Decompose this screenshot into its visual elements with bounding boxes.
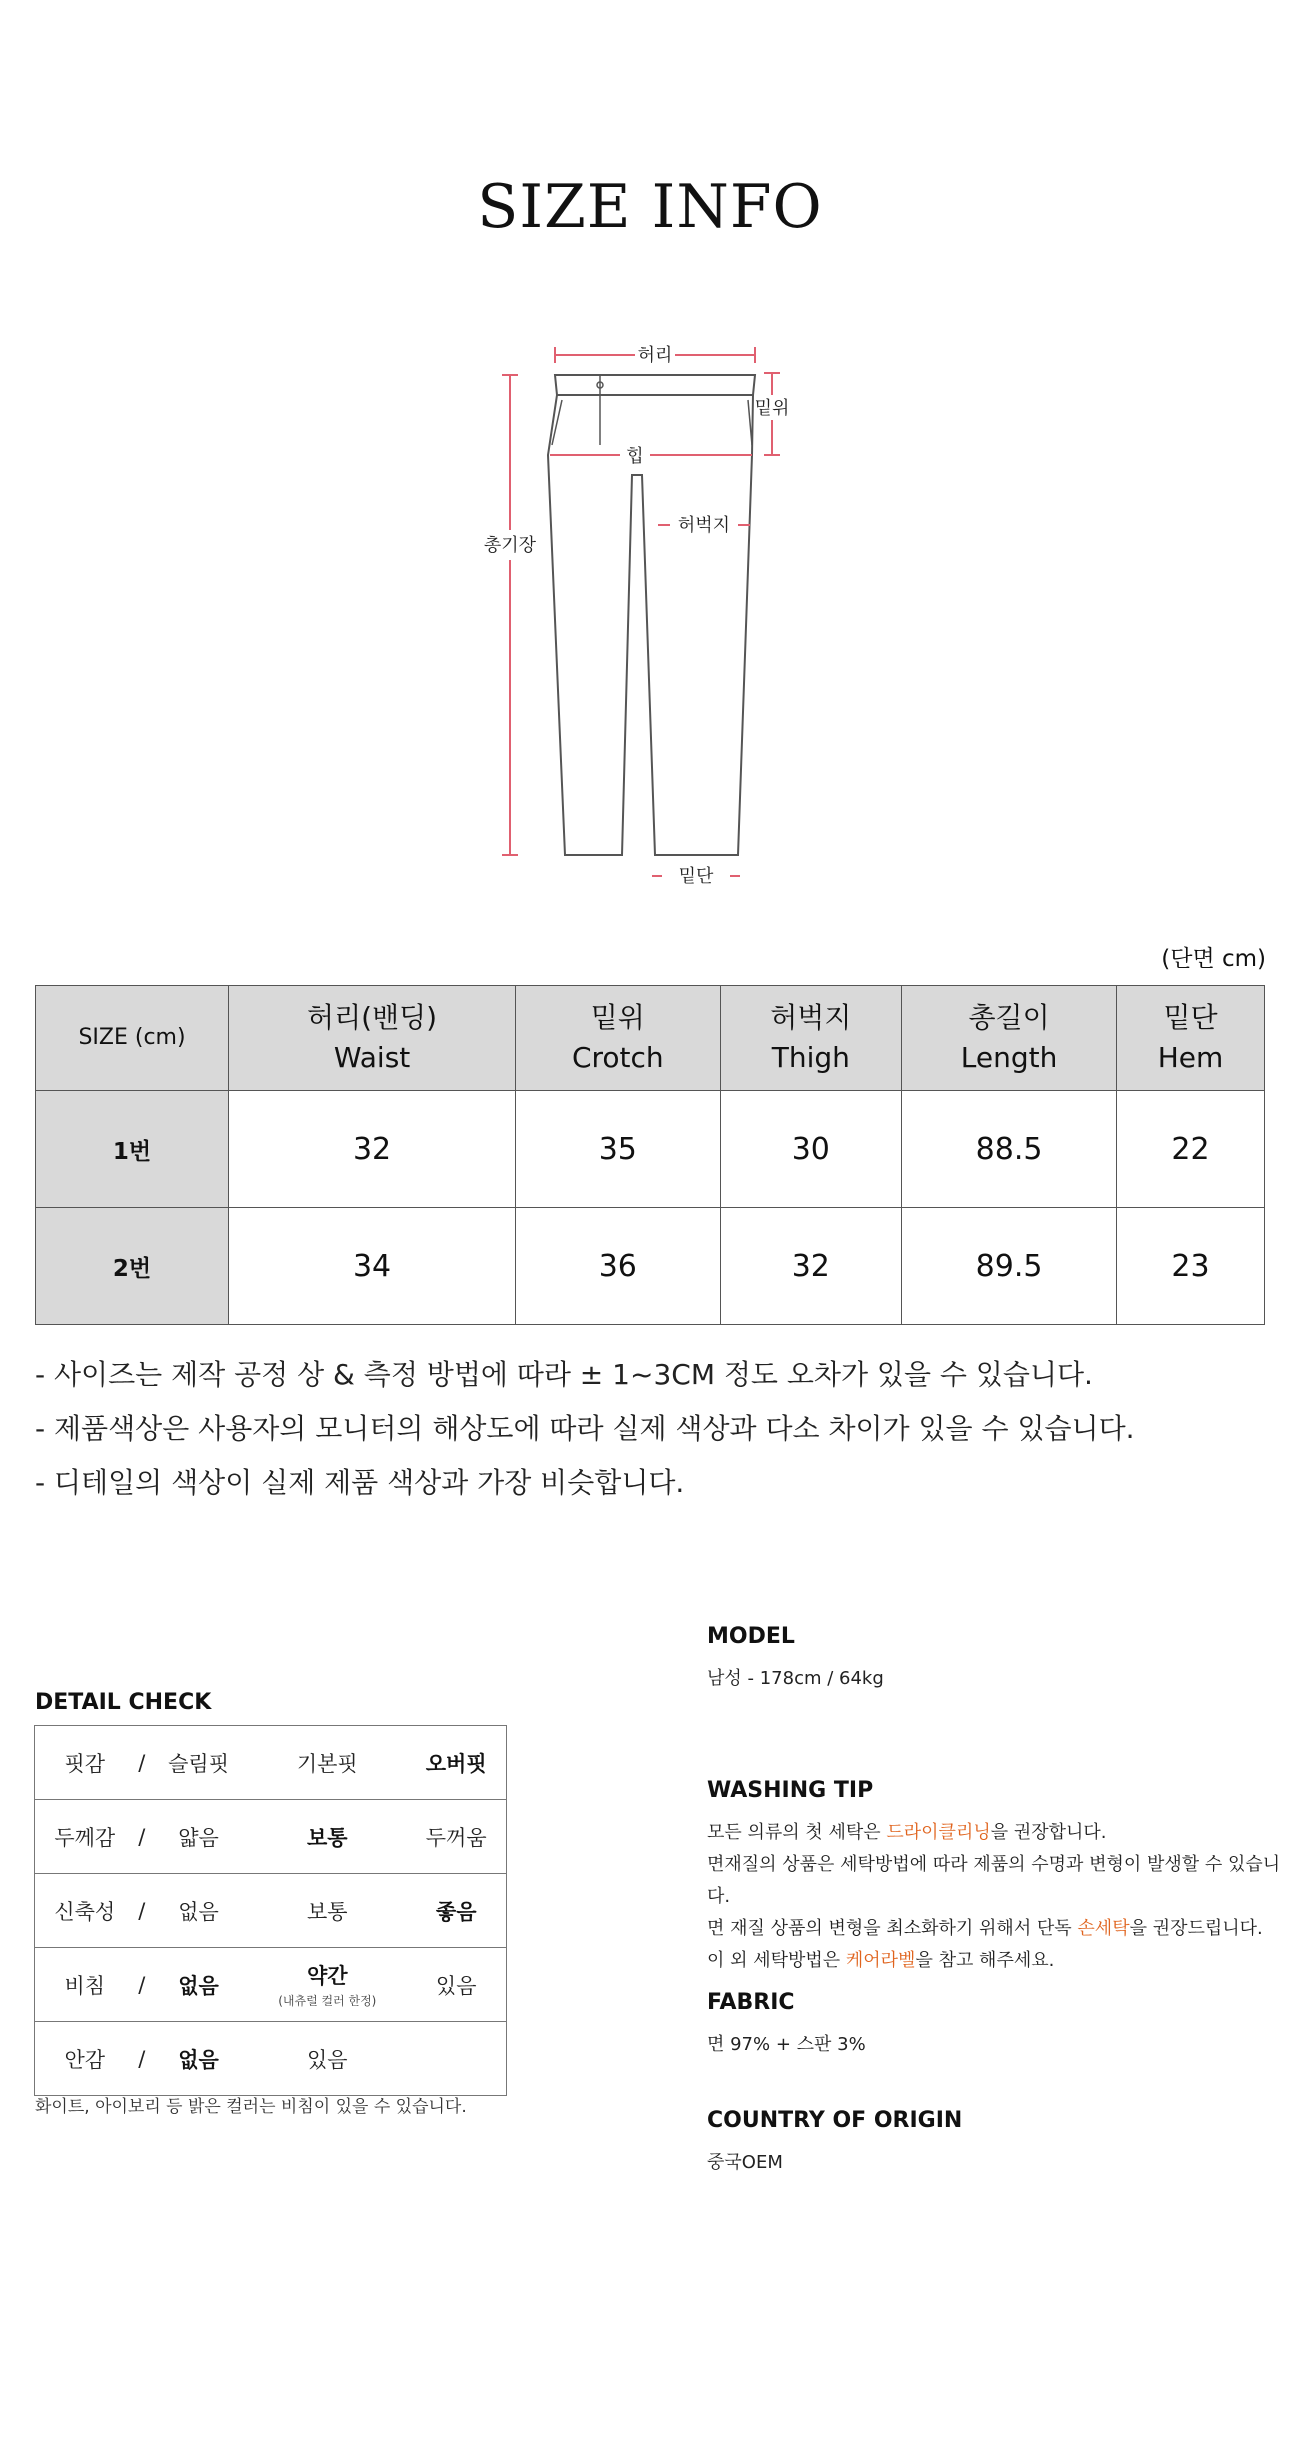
col-waist: 허리(밴딩) Waist <box>229 986 516 1091</box>
washing-highlight: 드라이클리닝 <box>886 1822 991 1843</box>
washing-line: 면재질의 상품은 세탁방법에 따라 제품의 수명과 변형이 발생할 수 있습니다. <box>707 1854 1281 1907</box>
size-table-corner: SIZE (cm) <box>36 986 229 1091</box>
slash: / <box>135 1726 149 1800</box>
unit-note: (단면 cm) <box>1161 946 1266 972</box>
detail-option: 두꺼움 <box>406 1800 506 1874</box>
detail-option-selected: 없음 <box>149 2022 248 2096</box>
cell-value: 35 <box>516 1091 720 1208</box>
cell-value: 23 <box>1117 1208 1265 1325</box>
waist-label: 허리 <box>637 345 673 366</box>
detail-row-thickness <box>35 1800 507 1874</box>
model-text: 남성 - 178cm / 64kg <box>707 1668 884 1689</box>
page-title: SIZE INFO <box>477 172 823 242</box>
washing-line: 면 재질 상품의 변형을 최소화하기 위해서 단독 손세탁을 권장드립니다. <box>707 1918 1263 1939</box>
detail-check-title: DETAIL CHECK <box>35 1690 212 1715</box>
col-hem: 밑단 Hem <box>1117 986 1265 1091</box>
slash: / <box>135 1800 149 1874</box>
size-table <box>35 985 1265 1325</box>
size-table-header <box>36 986 1265 1091</box>
pants-outline <box>548 375 755 855</box>
detail-option: 보통 <box>248 1874 406 1948</box>
pants-measurement-diagram <box>470 335 830 895</box>
detail-option: 기본핏 <box>248 1726 406 1800</box>
detail-label: 안감 <box>35 2022 135 2096</box>
cell-value: 32 <box>229 1091 516 1208</box>
table-row <box>36 1091 1265 1208</box>
note-line: - 제품색상은 사용자의 모니터의 해상도에 따라 실제 색상과 다소 차이가 있을 수 있습니다. <box>35 1412 1135 1445</box>
detail-label: 비침 <box>35 1948 135 2022</box>
note-line: - 디테일의 색상이 실제 제품 색상과 가장 비슷합니다. <box>35 1466 685 1499</box>
washing-title: WASHING TIP <box>707 1778 874 1803</box>
row-size-label: 1번 <box>36 1091 229 1208</box>
detail-row-stretch <box>35 1874 507 1948</box>
crotch-label: 밑위 <box>754 398 790 419</box>
fabric-section <box>707 1990 866 2061</box>
hip-label: 힙 <box>626 446 644 467</box>
note-line: - 사이즈는 제작 공정 상 & 측정 방법에 따라 ± 1~3CM 정도 오차가 있을 수 있습니다. <box>35 1358 1093 1391</box>
col-crotch: 밑위 Crotch <box>516 986 720 1091</box>
detail-label: 핏감 <box>35 1726 135 1800</box>
washing-highlight: 케어라벨 <box>845 1950 916 1971</box>
detail-row-fit <box>35 1726 507 1800</box>
table-row <box>36 1208 1265 1325</box>
detail-option-selected: 좋음 <box>406 1874 506 1948</box>
cell-value: 88.5 <box>902 1091 1117 1208</box>
detail-check-note: 화이트, 아이보리 등 밝은 컬러는 비침이 있을 수 있습니다. <box>35 2097 467 2117</box>
cell-value: 30 <box>720 1091 902 1208</box>
cell-value: 34 <box>229 1208 516 1325</box>
detail-option: 있음 <box>248 2022 406 2096</box>
washing-line: 이 외 세탁방법은 케어라벨을 참고 해주세요. <box>707 1950 1055 1971</box>
washing-section <box>707 1778 1300 1977</box>
detail-option: 슬림핏 <box>149 1726 248 1800</box>
fabric-title: FABRIC <box>707 1990 795 2015</box>
detail-row-see-through <box>35 1948 507 2022</box>
thigh-label: 허벅지 <box>677 515 731 536</box>
detail-option-selected: 없음 <box>149 1948 248 2022</box>
washing-text <box>707 1817 1300 1977</box>
cell-value: 89.5 <box>902 1208 1117 1325</box>
detail-option: 없음 <box>149 1874 248 1948</box>
detail-label: 신축성 <box>35 1874 135 1948</box>
cell-value: 32 <box>720 1208 902 1325</box>
detail-option-selected: 약간 (내츄럴 컬러 한정) <box>248 1948 406 2022</box>
origin-title: COUNTRY OF ORIGIN <box>707 2108 963 2133</box>
hem-label: 밑단 <box>678 866 714 887</box>
slash: / <box>135 1948 149 2022</box>
cell-value: 36 <box>516 1208 720 1325</box>
measure-lines <box>502 347 780 876</box>
detail-option-sub: (내츄럴 컬러 한정) <box>278 1994 377 2008</box>
washing-highlight: 손세탁 <box>1077 1918 1130 1939</box>
origin-text: 중국OEM <box>707 2152 783 2173</box>
origin-section <box>707 2108 962 2179</box>
row-size-label: 2번 <box>36 1208 229 1325</box>
col-thigh: 허벅지 Thigh <box>720 986 902 1091</box>
washing-line: 모든 의류의 첫 세탁은 드라이클리닝을 권장합니다. <box>707 1822 1107 1843</box>
detail-option-selected: 보통 <box>248 1800 406 1874</box>
slash: / <box>135 2022 149 2096</box>
cell-value: 22 <box>1117 1091 1265 1208</box>
slash: / <box>135 1874 149 1948</box>
fabric-text: 면 97% + 스판 3% <box>707 2034 866 2055</box>
detail-row-lining <box>35 2022 507 2096</box>
detail-option: 얇음 <box>149 1800 248 1874</box>
detail-option-selected: 오버핏 <box>406 1726 506 1800</box>
model-section <box>707 1624 884 1695</box>
length-label: 총기장 <box>483 535 537 556</box>
model-title: MODEL <box>707 1624 795 1649</box>
detail-option: 있음 <box>406 1948 506 2022</box>
size-notes <box>35 1348 1135 1510</box>
detail-label: 두께감 <box>35 1800 135 1874</box>
detail-option <box>406 2022 506 2096</box>
col-length: 총길이 Length <box>902 986 1117 1091</box>
detail-check-table <box>34 1725 507 2096</box>
